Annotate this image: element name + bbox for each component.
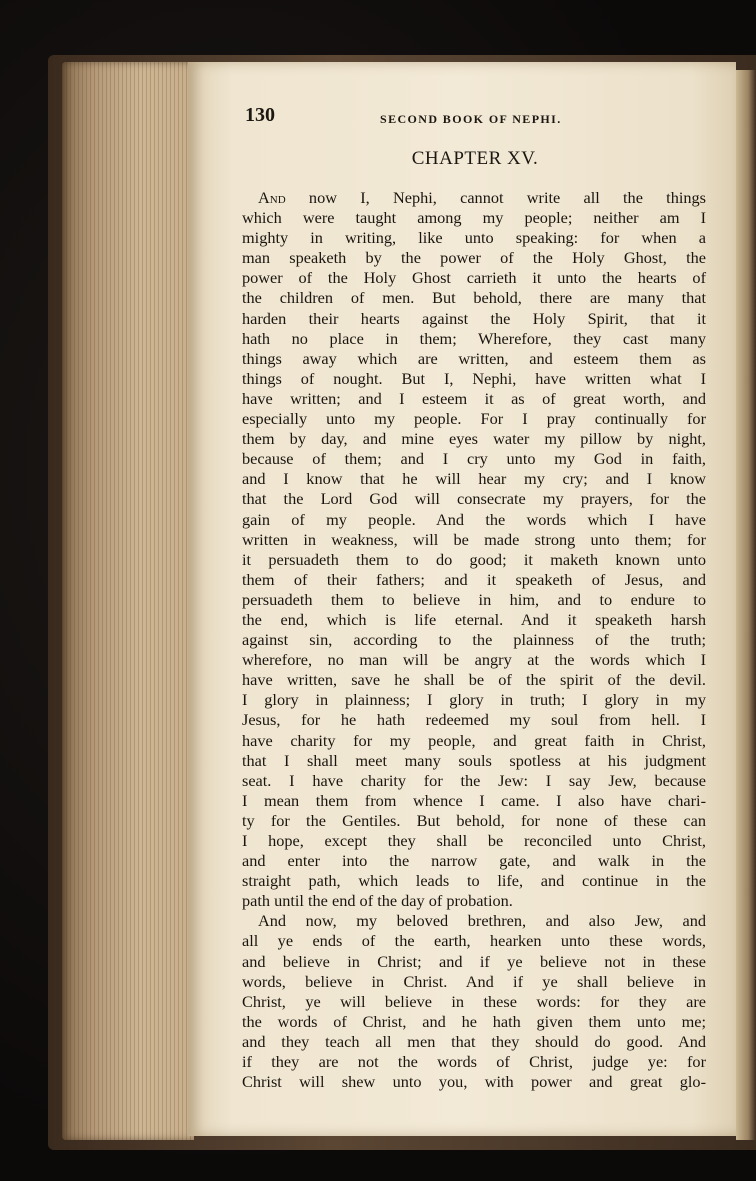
- text-line: all ye ends of the earth, hearken unto these words,: [242, 931, 706, 951]
- text-line: mighty in writing, like unto speaking: for when a: [242, 228, 706, 248]
- text-line: man speaketh by the power of the Holy Ghost, the: [242, 248, 706, 268]
- text-line: have written, save he shall be of the spirit of the devil.: [242, 670, 706, 690]
- chapter-heading: CHAPTER XV.: [411, 148, 539, 169]
- text-line: the words of Christ, and he hath given them unto me;: [242, 1011, 706, 1031]
- text-line: things of nought. But I, Nephi, have written what I: [242, 368, 706, 388]
- text-line: that the Lord God will consecrate my prayers, for the: [242, 489, 706, 509]
- page-right-edge: [736, 70, 756, 1140]
- text-line: that I shall meet many souls spotless at his judgment: [242, 750, 706, 770]
- text-line: them by day, and mine eyes water my pillow by night,: [242, 429, 706, 449]
- text-line: which were taught among my people; neither am I: [242, 208, 706, 228]
- text-line: persuadeth them to believe in him, and to endure to: [242, 589, 706, 609]
- text-line: things away which are written, and esteem them as: [242, 348, 706, 368]
- text-line: wherefore, no man will be angry at the words which I: [242, 650, 706, 670]
- text-line: hath no place in them; Wherefore, they cast many: [242, 328, 706, 348]
- text-line: and they teach all men that they should do good. And: [242, 1031, 706, 1051]
- page-number: 130: [245, 104, 275, 126]
- opening-word: And: [258, 188, 286, 207]
- text-line: if they are not the words of Christ, judge ye: for: [242, 1052, 706, 1072]
- text-line: the end, which is life eternal. And it speaketh harsh: [242, 609, 706, 629]
- text-line: and enter into the narrow gate, and walk in the: [242, 851, 706, 871]
- text-line: power of the Holy Ghost carrieth it unto the hearts of: [242, 268, 706, 288]
- text-line: it persuadeth them to do good; it maketh known unto: [242, 549, 706, 569]
- text-line: because of them; and I cry unto my God in faith,: [242, 449, 706, 469]
- text-line: Jesus, for he hath redeemed my soul from hell. I: [242, 710, 706, 730]
- text-line: the children of men. But behold, there are many that: [242, 288, 706, 308]
- text-line: have charity for my people, and great faith in Christ,: [242, 730, 706, 750]
- text-line: against sin, according to the plainness of the truth;: [242, 630, 706, 650]
- page-edges: [62, 62, 194, 1140]
- text-line: seat. I have charity for the Jew: I say Jew, because: [242, 770, 706, 790]
- text-line: especially unto my people. For I pray continually for: [242, 409, 706, 429]
- text-line: written in weakness, will be made strong unto them; for: [242, 529, 706, 549]
- text-line: I hope, except they shall be reconciled unto Christ,: [242, 831, 706, 850]
- text-line: and I know that he will hear my cry; and I know: [242, 469, 706, 489]
- text-line: I mean them from whence I came. I also have chari-: [242, 790, 706, 810]
- text-line: Christ will shew unto you, with power and great glo-: [242, 1072, 706, 1092]
- text-line: and believe in Christ; and if ye believe not in these: [242, 951, 706, 971]
- text-line: path until the end of the day of probation.: [242, 891, 513, 911]
- text-line: gain of my people. And the words which I have: [242, 509, 706, 529]
- text-line: have written; and I esteem it as of great worth, and: [242, 388, 706, 408]
- text-line: ty for the Gentiles. But behold, for none of these can: [242, 810, 706, 830]
- text-line: words, believe in Christ. And if ye shall believe in: [242, 971, 706, 991]
- body-text: [242, 188, 706, 1092]
- text-line: I glory in plainness; I glory in truth; I glory in my: [242, 690, 706, 710]
- text-line: straight path, which leads to life, and continue in the: [242, 871, 706, 891]
- paragraph-1: [242, 188, 706, 911]
- text-line: them of their fathers; and it speaketh of Jesus, and: [242, 569, 706, 589]
- running-head-title: SECOND BOOK OF NEPHI.: [380, 112, 562, 126]
- text-line: Christ, ye will believe in these words: for they are: [242, 991, 706, 1011]
- running-head: [245, 104, 705, 134]
- paragraph-2: [242, 911, 706, 1092]
- text-line: harden their hearts against the Holy Spirit, that it: [242, 308, 706, 328]
- text-line: And now, my beloved brethren, and also Jew, and: [258, 911, 706, 931]
- text-line: And now I, Nephi, cannot write all the things: [258, 188, 706, 207]
